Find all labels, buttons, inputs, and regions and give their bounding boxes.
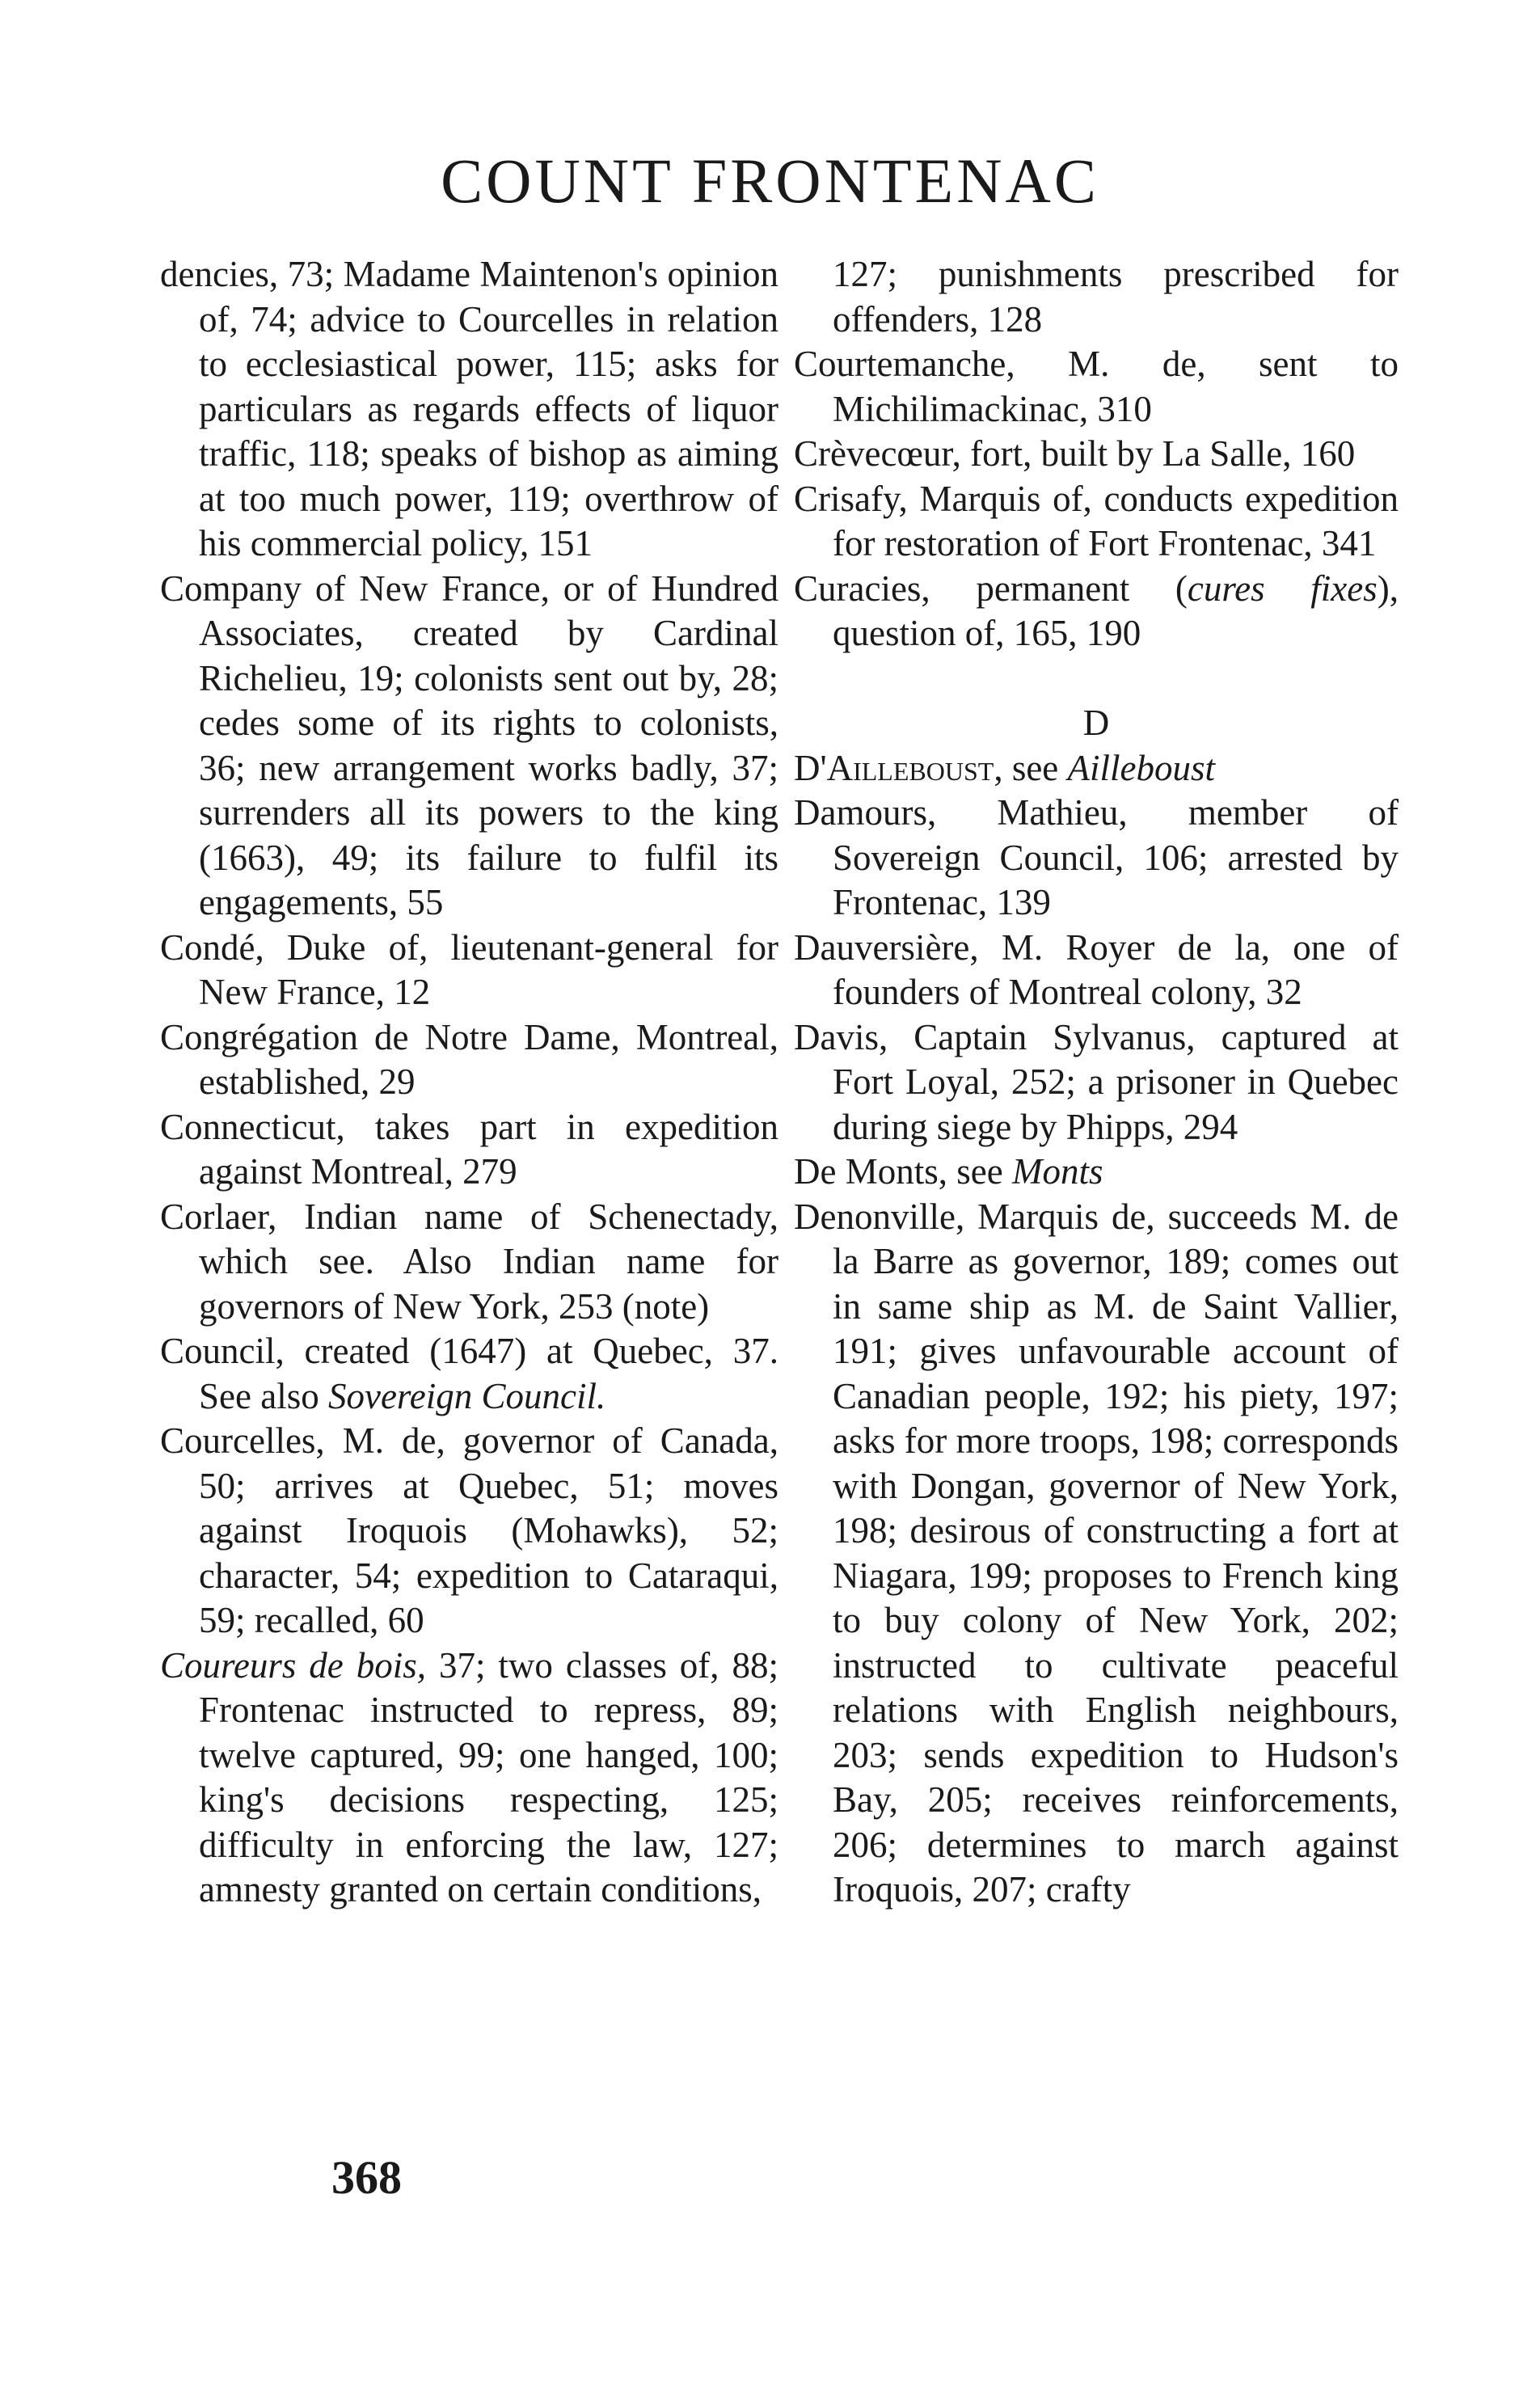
index-entry-demonts [794,1150,1399,1195]
page-header: COUNT FRONTENAC [441,146,1099,216]
index-entry: dencies, 73; Madame Maintenon's opinion of, 74; advice to Courcelles in relation to ecclesiastical power, 115; asks for particulars as regards effects of liquor traffic, 118; speaks of bishop as aiming at too much power, 119; overthrow of his commercial policy, 151 [160,254,778,563]
index-entry: Condé, Duke of, lieutenant-general for New France, 12 [160,926,778,1012]
index-entry-coureurs [160,1644,778,1913]
left-column [160,252,778,1913]
index-entry: Connecticut, takes part in expedition against Montreal, 279 [160,1106,778,1192]
entry-heading: Coureurs de bois, [160,1644,427,1686]
index-entry-continued: 127; punishments prescribed for offenders, 128 [833,254,1399,340]
index-entry-council [160,1329,778,1419]
entry-text-tail: ), question of, 165, 190 [833,568,1399,653]
index-entry: Corlaer, Indian name of Schenectady, which see. Also Indian name for governors of New York, 253 (note) [160,1196,778,1327]
index-entry: Damours, Mathieu, member of Sovereign Council, 106; arrested by Frontenac, 139 [794,792,1399,922]
entry-text: 37; two classes of, 88; Frontenac instructed to repress, 89; twelve captured, 99; one hanged, 100; king's decisions respecting, 125; difficulty in enforcing the law, 127; amnesty granted on certain conditions, [199,1644,779,1910]
entry-text: Council, created (1647) at Quebec, 37. See also [160,1331,778,1416]
cross-reference: Ailleboust [1067,747,1216,788]
index-entry: Crisafy, Marquis of, conducts expedition for restoration of Fort Frontenac, 341 [794,478,1399,563]
index-entry: Davis, Captain Sylvanus, captured at Fort Loyal, 252; a prisoner in Quebec during siege by Phipps, 294 [794,1016,1399,1147]
cross-reference: Sovereign Council. [327,1375,606,1416]
index-entry-dailleboust [794,746,1399,791]
cross-reference: Monts [1011,1151,1103,1192]
index-entry: Courcelles, M. de, governor of Canada, 50; arrives at Quebec, 51; moves against Iroquois (Mohawks), 52; character, 54; expedition to Cataraqui, 59; recalled, 60 [160,1420,778,1640]
entry-name: D'Ailleboust [794,747,994,788]
index-entry: Crèvecœur, fort, built by La Salle, 160 [794,433,1356,474]
entry-text: , see [994,747,1068,788]
index-entry-curacies [794,567,1399,656]
right-column [794,252,1399,1913]
section-letter-heading: D [1082,703,1110,743]
index-entry: Dauversière, M. Royer de la, one of founders of Montreal colony, 32 [794,926,1399,1012]
index-entry: Company of New France, or of Hundred Associates, created by Cardinal Richelieu, 19; colonists sent out by, 28; cedes some of its rights to colonists, 36; new arrangement works badly, 37; surrenders all its powers to the king (1663), 49; its failure to fulfil its engagements, 55 [160,568,778,922]
entry-text: De Monts, see [794,1151,1012,1192]
entry-italic: cures fixes [1187,568,1378,609]
entry-text: Curacies, permanent ( [794,568,1188,609]
index-entry: Courtemanche, M. de, sent to Michilimackinac, 310 [794,344,1399,429]
index-entry: Denonville, Marquis de, succeeds M. de la Barre as governor, 189; comes out in same ship as M. de Saint Vallier, 191; gives unfavourable account of Canadian people, 192; his piety, 197; asks for more troops, 198; corresponds with Dongan, governor of New York, 198; desirous of constructing a fort at Niagara, 199; proposes to French king to buy colony of New York, 202; instructed to cultivate peaceful relations with English neighbours, 203; sends expedition to Hudson's Bay, 205; receives reinforcements, 206; determines to march against Iroquois, 207; crafty [794,1196,1399,1910]
index-entry: Congrégation de Notre Dame, Montreal, established, 29 [160,1016,778,1102]
page-number: 368 [331,2151,402,2204]
